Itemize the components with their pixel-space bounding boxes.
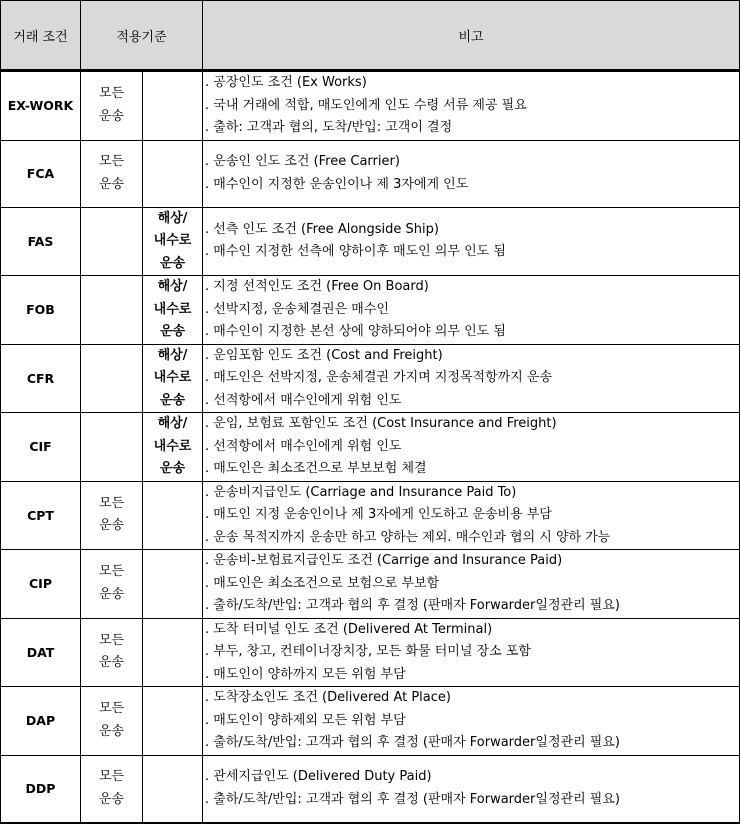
header-term: 거래 조건 — [1, 1, 81, 71]
sea-modes-cell — [143, 71, 203, 141]
all-modes-cell — [81, 413, 143, 482]
term-cell: FCA — [1, 140, 81, 207]
cell-line: 모든 — [98, 701, 125, 717]
all-modes-cell — [81, 207, 143, 276]
remarks-cell — [203, 71, 740, 141]
cell-line: 모든 — [98, 564, 125, 580]
sea-modes-cell — [143, 276, 203, 345]
remarks-cell — [203, 687, 740, 756]
cell-line: . 도착 터미널 인도 조건 (Delivered At Terminal) — [205, 621, 493, 637]
header-row — [1, 1, 740, 71]
cell-line: . 선측 인도 조건 (Free Alongside Ship) — [205, 221, 439, 237]
sea-modes-cell — [143, 687, 203, 756]
table-row — [1, 276, 740, 345]
cell-line: . 매수인이 지정한 운송인이나 제 3자에게 인도 — [205, 176, 469, 192]
table-row — [1, 71, 740, 141]
cell-line: . 선적항에서 매수인에게 위험 인도 — [205, 392, 402, 408]
remarks-cell — [203, 276, 740, 345]
term-cell: CIF — [1, 413, 81, 482]
all-modes-cell — [81, 276, 143, 345]
cell-line: 모든 — [98, 495, 125, 511]
sea-modes-cell — [143, 755, 203, 823]
term-cell: CIP — [1, 550, 81, 619]
table-row — [1, 413, 740, 482]
header-remarks: 비고 — [203, 1, 740, 71]
sea-modes-cell — [143, 140, 203, 207]
table-row — [1, 207, 740, 276]
sea-modes-cell — [143, 344, 203, 413]
term-cell: FAS — [1, 207, 81, 276]
remarks-cell — [203, 550, 740, 619]
cell-line: . 출하/도착/반입: 고객과 협의 후 결정 (판매자 Forwarder일정관리 필요) — [205, 735, 620, 750]
cell-line: 운송 — [98, 723, 125, 739]
table-row — [1, 140, 740, 207]
sea-modes-cell — [143, 481, 203, 550]
cell-line: 해상/ — [157, 416, 188, 431]
cell-line: 운송 — [159, 461, 186, 476]
remarks-cell — [203, 755, 740, 823]
all-modes-cell — [81, 687, 143, 756]
cell-line: . 선적항에서 매수인에게 위험 인도 — [205, 438, 402, 454]
cell-line: . 도착장소인도 조건 (Delivered At Place) — [205, 690, 451, 705]
cell-line: . 부두, 창고, 컨테이너장치장, 모든 화물 터미널 장소 포함 — [205, 644, 531, 659]
term-cell: CFR — [1, 344, 81, 413]
sea-modes-cell — [143, 413, 203, 482]
cell-line: 운송 — [98, 586, 125, 602]
remarks-cell — [203, 618, 740, 687]
cell-line: . 매도인은 최소조건으로 보험으로 부보함 — [205, 575, 440, 591]
term-cell: FOB — [1, 276, 81, 345]
table-row — [1, 344, 740, 413]
sea-modes-cell — [143, 550, 203, 619]
cell-line: . 운송 목적지까지 운송만 하고 양하는 제외. 매수인과 협의 시 양하 가능 — [205, 529, 611, 545]
cell-line: 내수로 — [153, 370, 192, 385]
cell-line: 내수로 — [153, 233, 192, 248]
cell-line: . 운임, 보험료 포함인도 조건 (Cost Insurance and Freight) — [205, 416, 557, 431]
cell-line: 운송 — [98, 791, 125, 807]
cell-line: . 운송비지급인도 (Carriage and Insurance Paid To) — [205, 484, 517, 500]
cell-line: 운송 — [159, 255, 186, 271]
remarks-cell — [203, 140, 740, 207]
cell-line: . 매도인이 양하제외 모든 위험 부담 — [205, 712, 406, 728]
header-basis: 적용기준 — [81, 1, 203, 71]
all-modes-cell — [81, 140, 143, 207]
cell-line: 내수로 — [153, 301, 192, 317]
remarks-cell — [203, 413, 740, 482]
cell-line: . 운송비-보험료지급인도 조건 (Carrige and Insurance Paid) — [205, 553, 563, 568]
cell-line: . 운임포함 인도 조건 (Cost and Freight) — [205, 347, 443, 363]
cell-line: . 출하: 고객과 협의, 도착/반입: 고객이 결정 — [205, 120, 453, 135]
cell-line: . 운송인 인도 조건 (Free Carrier) — [205, 154, 400, 169]
all-modes-cell — [81, 71, 143, 141]
cell-line: . 지정 선적인도 조건 (Free On Board) — [205, 279, 429, 294]
cell-line: . 매도인이 양하까지 모든 위험 부담 — [205, 666, 406, 682]
cell-line: . 매수인이 지정한 본선 상에 양하되어야 의무 인도 됨 — [205, 324, 506, 339]
cell-line: 해상/ — [157, 347, 188, 363]
cell-line: 모든 — [98, 769, 125, 784]
cell-line: 운송 — [159, 392, 186, 408]
table-row — [1, 618, 740, 687]
term-cell: DDP — [1, 755, 81, 823]
cell-line: 운송 — [98, 108, 125, 124]
all-modes-cell — [81, 550, 143, 619]
cell-line: . 선박지정, 운송체결권은 매수인 — [205, 301, 389, 317]
term-cell: DAP — [1, 687, 81, 756]
all-modes-cell — [81, 344, 143, 413]
table-row — [1, 687, 740, 756]
cell-line: 운송 — [98, 518, 125, 534]
cell-line: 해상/ — [157, 210, 188, 226]
cell-line: . 출하/도착/반입: 고객과 협의 후 결정 (판매자 Forwarder일정관리 필요) — [205, 791, 620, 807]
remarks-cell — [203, 481, 740, 550]
cell-line: 모든 — [98, 154, 125, 169]
table-row — [1, 481, 740, 550]
cell-line: . 매도인은 최소조건으로 부보보험 체결 — [205, 461, 427, 476]
table-row — [1, 755, 740, 823]
table-row — [1, 550, 740, 619]
all-modes-cell — [81, 618, 143, 687]
cell-line: . 출하/도착/반입: 고객과 협의 후 결정 (판매자 Forwarder일정관리 필요) — [205, 598, 620, 613]
cell-line: . 국내 거래에 적합, 매도인에게 인도 수령 서류 제공 필요 — [205, 97, 527, 113]
cell-line: 해상/ — [157, 279, 188, 294]
cell-line: 내수로 — [153, 438, 192, 454]
cell-line: 운송 — [98, 655, 125, 671]
cell-line: . 매도인 지정 운송인이나 제 3자에게 인도하고 운송비용 부담 — [205, 507, 552, 522]
sea-modes-cell — [143, 207, 203, 276]
cell-line: . 매도인은 선박지정, 운송체결권 가지며 지정목적항까지 운송 — [205, 370, 553, 385]
term-cell: DAT — [1, 618, 81, 687]
term-cell: EX-WORK — [1, 71, 81, 141]
sea-modes-cell — [143, 618, 203, 687]
cell-line: . 매수인 지정한 선측에 양하이후 매도인 의무 인도 됨 — [205, 244, 506, 260]
remarks-cell — [203, 344, 740, 413]
cell-line: 운송 — [159, 324, 186, 339]
cell-line: . 관세지급인도 (Delivered Duty Paid) — [205, 769, 432, 784]
cell-line: 모든 — [98, 632, 125, 648]
remarks-cell — [203, 207, 740, 276]
all-modes-cell — [81, 481, 143, 550]
cell-line: 운송 — [98, 176, 125, 192]
cell-line: 모든 — [98, 86, 125, 102]
cell-line: . 공장인도 조건 (Ex Works) — [205, 75, 367, 90]
term-cell: CPT — [1, 481, 81, 550]
all-modes-cell — [81, 755, 143, 823]
